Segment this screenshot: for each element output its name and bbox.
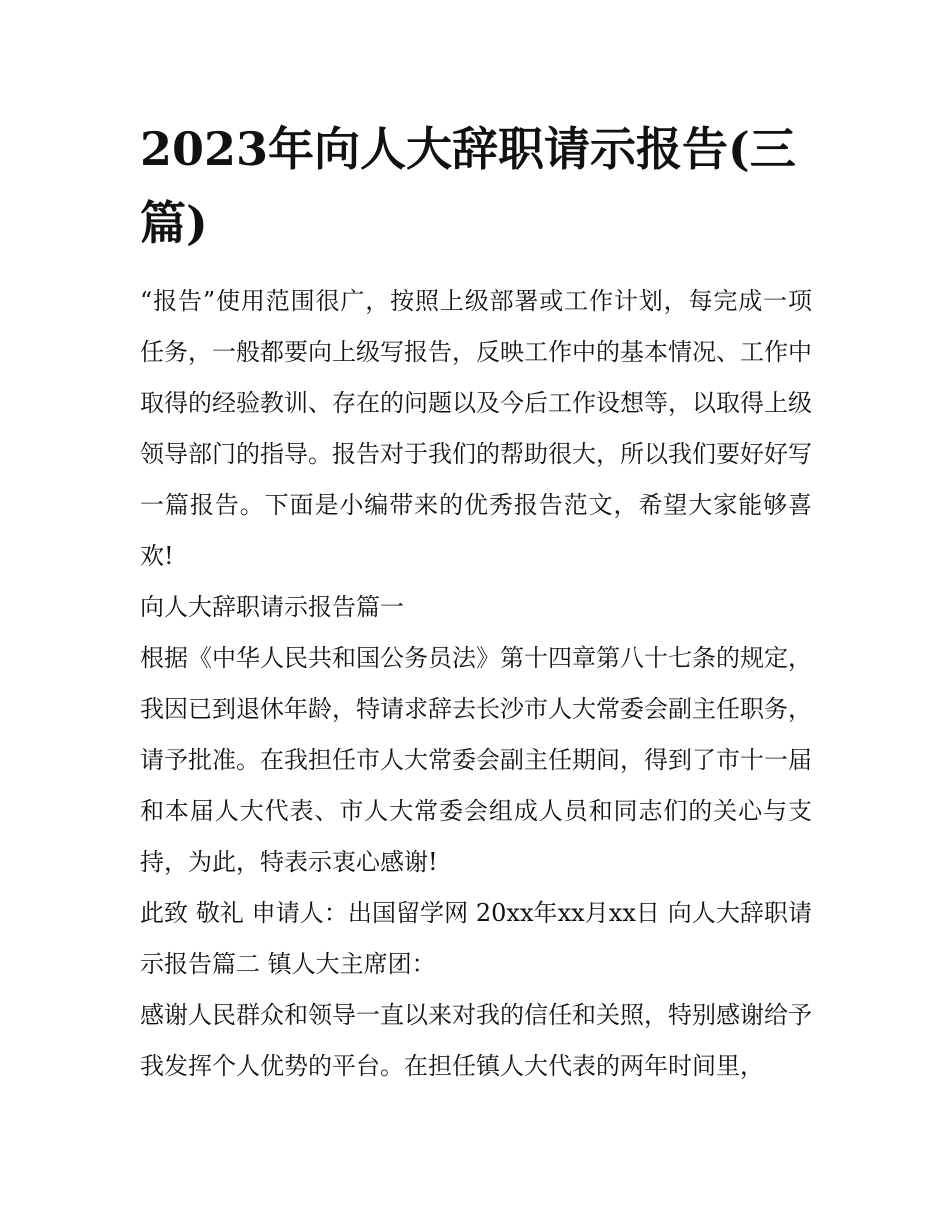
body-paragraph-1: 根据《中华人民共和国公务员法》第十四章第八十七条的规定，我因已到退休年龄，特请求辞去长沙市人大常委会副主任职务，请予批准。在我担任市人大常委会副主任期间，得到了市十一届和本届人大代表、市人大常委会组成人员和同志们的关心与支持，为此，特表示衷心感谢! [140, 644, 812, 876]
document-title: 2023年向人大辞职请示报告(三篇) [140, 122, 796, 250]
document-body [140, 112, 812, 1092]
intro-paragraph: “报告”使用范围很广，按照上级部署或工作计划，每完成一项任务，一般都要向上级写报告，反映工作中的基本情况、工作中取得的经验教训、存在的问题以及今后工作设想等，以取得上级领导部门的指导。报告对于我们的帮助很大，所以我们要好好写一篇报告。下面是小编带来的优秀报告范文，希望大家能够喜欢! [140, 287, 812, 570]
body-paragraph-2: 感谢人民群众和领导一直以来对我的信任和关照，特别感谢给予我发挥个人优势的平台。在担任镇人大代表的两年时间里， [140, 1001, 812, 1080]
closing-line: 此致 敬礼 申请人：出国留学网 20xx年xx月xx日 向人大辞职请示报告篇二 镇人大主席团： [140, 899, 812, 978]
section-heading-1: 向人大辞职请示报告篇一 [140, 593, 404, 621]
